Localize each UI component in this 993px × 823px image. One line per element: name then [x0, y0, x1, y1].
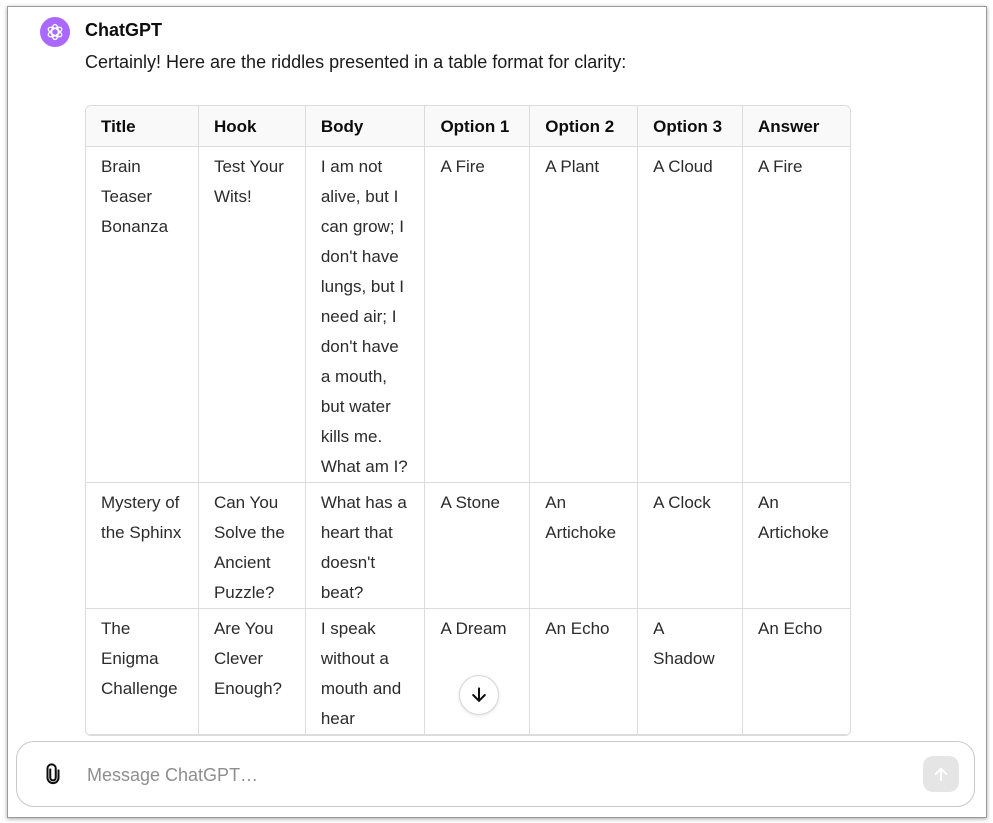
table-cell: An Artichoke: [530, 483, 638, 609]
table-cell: A Plant: [530, 147, 638, 483]
table-row: [86, 483, 850, 609]
table-row: [86, 609, 850, 735]
column-header-option-3: Option 3: [638, 106, 743, 147]
table-cell: Are You Clever Enough?: [199, 609, 306, 735]
column-header-option-2: Option 2: [530, 106, 638, 147]
table-cell: A Fire: [425, 147, 530, 483]
table-cell: A Shadow: [638, 609, 743, 735]
scroll-to-bottom-button[interactable]: [459, 675, 499, 715]
table-cell: Mystery of the Sphinx: [86, 483, 199, 609]
table-cell: Test Your Wits!: [199, 147, 306, 483]
message-composer: [16, 741, 975, 807]
table-cell: A Stone: [425, 483, 530, 609]
paperclip-icon: [42, 762, 64, 786]
message-input[interactable]: [85, 760, 909, 790]
column-header-title: Title: [86, 106, 199, 147]
column-header-body: Body: [306, 106, 426, 147]
table-header-row: [86, 106, 850, 147]
attach-button[interactable]: [41, 762, 65, 786]
column-header-option-1: Option 1: [425, 106, 530, 147]
column-header-answer: Answer: [743, 106, 850, 147]
message-author: ChatGPT: [85, 20, 163, 40]
send-button[interactable]: [923, 756, 959, 792]
table-cell: Brain Teaser Bonanza: [86, 147, 199, 483]
table-cell: A Fire: [743, 147, 850, 483]
arrow-down-icon: [469, 685, 489, 705]
table-cell: An Echo: [530, 609, 638, 735]
table-cell: A Dream: [425, 609, 530, 735]
table-cell: The Enigma Challenge: [86, 609, 199, 735]
table-cell: What has a heart that doesn't beat?: [306, 483, 426, 609]
chat-window: [7, 6, 987, 818]
table-cell: I am not alive, but I can grow; I don't have lungs, but I need air; I don't have a mouth, but water kills me. What am I?: [306, 147, 426, 483]
table-cell: An Artichoke: [743, 483, 850, 609]
table-cell: Can You Solve the Ancient Puzzle?: [199, 483, 306, 609]
riddle-table-container: [85, 105, 851, 745]
table-cell: A Clock: [638, 483, 743, 609]
table-cell: I speak without a mouth and hear: [306, 609, 426, 735]
table-cell: A Cloud: [638, 147, 743, 483]
table-row: [86, 147, 850, 483]
arrow-up-icon: [932, 765, 950, 783]
openai-logo-icon: [40, 17, 70, 47]
table-cell: An Echo: [743, 609, 850, 735]
message-intro: Certainly! Here are the riddles presented in a table format for clarity:: [85, 52, 627, 72]
column-header-hook: Hook: [199, 106, 306, 147]
riddle-table: [85, 105, 851, 736]
